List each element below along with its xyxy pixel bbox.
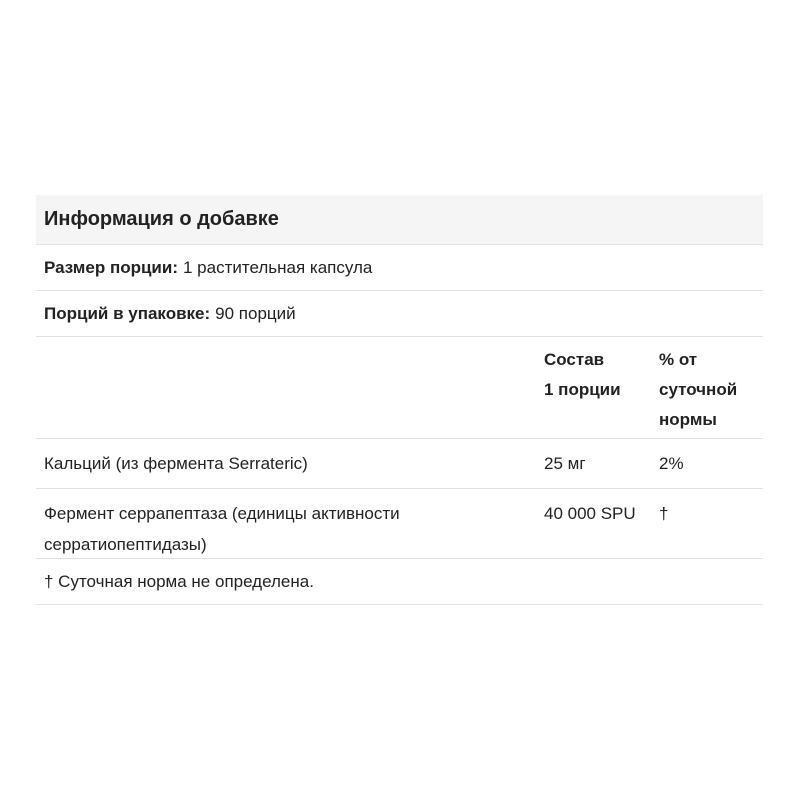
- column-headers: [36, 337, 763, 439]
- amount-header-line: Состав: [544, 350, 605, 369]
- serving-size-label: Размер порции:: [44, 257, 178, 277]
- amount-per-serving-header: [544, 345, 652, 405]
- servings-per-container-row: [36, 291, 763, 337]
- serving-size-row: [36, 245, 763, 291]
- ingredient-amount: 40 000 SPU: [544, 504, 636, 523]
- ingredient-name-line: серратиопептидазы): [44, 535, 207, 554]
- supplement-facts-panel: [36, 195, 763, 605]
- servings-per-container-label: Порций в упаковке:: [44, 303, 211, 323]
- ingredient-daily-value: 2%: [659, 454, 684, 473]
- ingredient-name: Кальций (из фермента Serrateric): [44, 454, 308, 473]
- ingredient-name-line: Фермент серрапептаза (единицы активности: [44, 504, 400, 523]
- daily-value-header-line: нормы: [659, 410, 717, 429]
- ingredient-row: [36, 489, 763, 559]
- ingredient-row: [36, 439, 763, 489]
- daily-value-header-line: % от: [659, 350, 698, 369]
- daily-value-header: [659, 345, 759, 435]
- footnote: † Суточная норма не определена.: [36, 559, 763, 605]
- ingredient-name: [44, 498, 504, 560]
- amount-header-line: 1 порции: [544, 380, 621, 399]
- servings-per-container-value: 90 порций: [215, 303, 296, 323]
- ingredient-daily-value: †: [659, 504, 669, 523]
- serving-size-value: 1 растительная капсула: [183, 257, 373, 277]
- daily-value-header-line: суточной: [659, 380, 738, 399]
- ingredient-amount: 25 мг: [544, 454, 586, 473]
- panel-title: Информация о добавке: [36, 195, 763, 245]
